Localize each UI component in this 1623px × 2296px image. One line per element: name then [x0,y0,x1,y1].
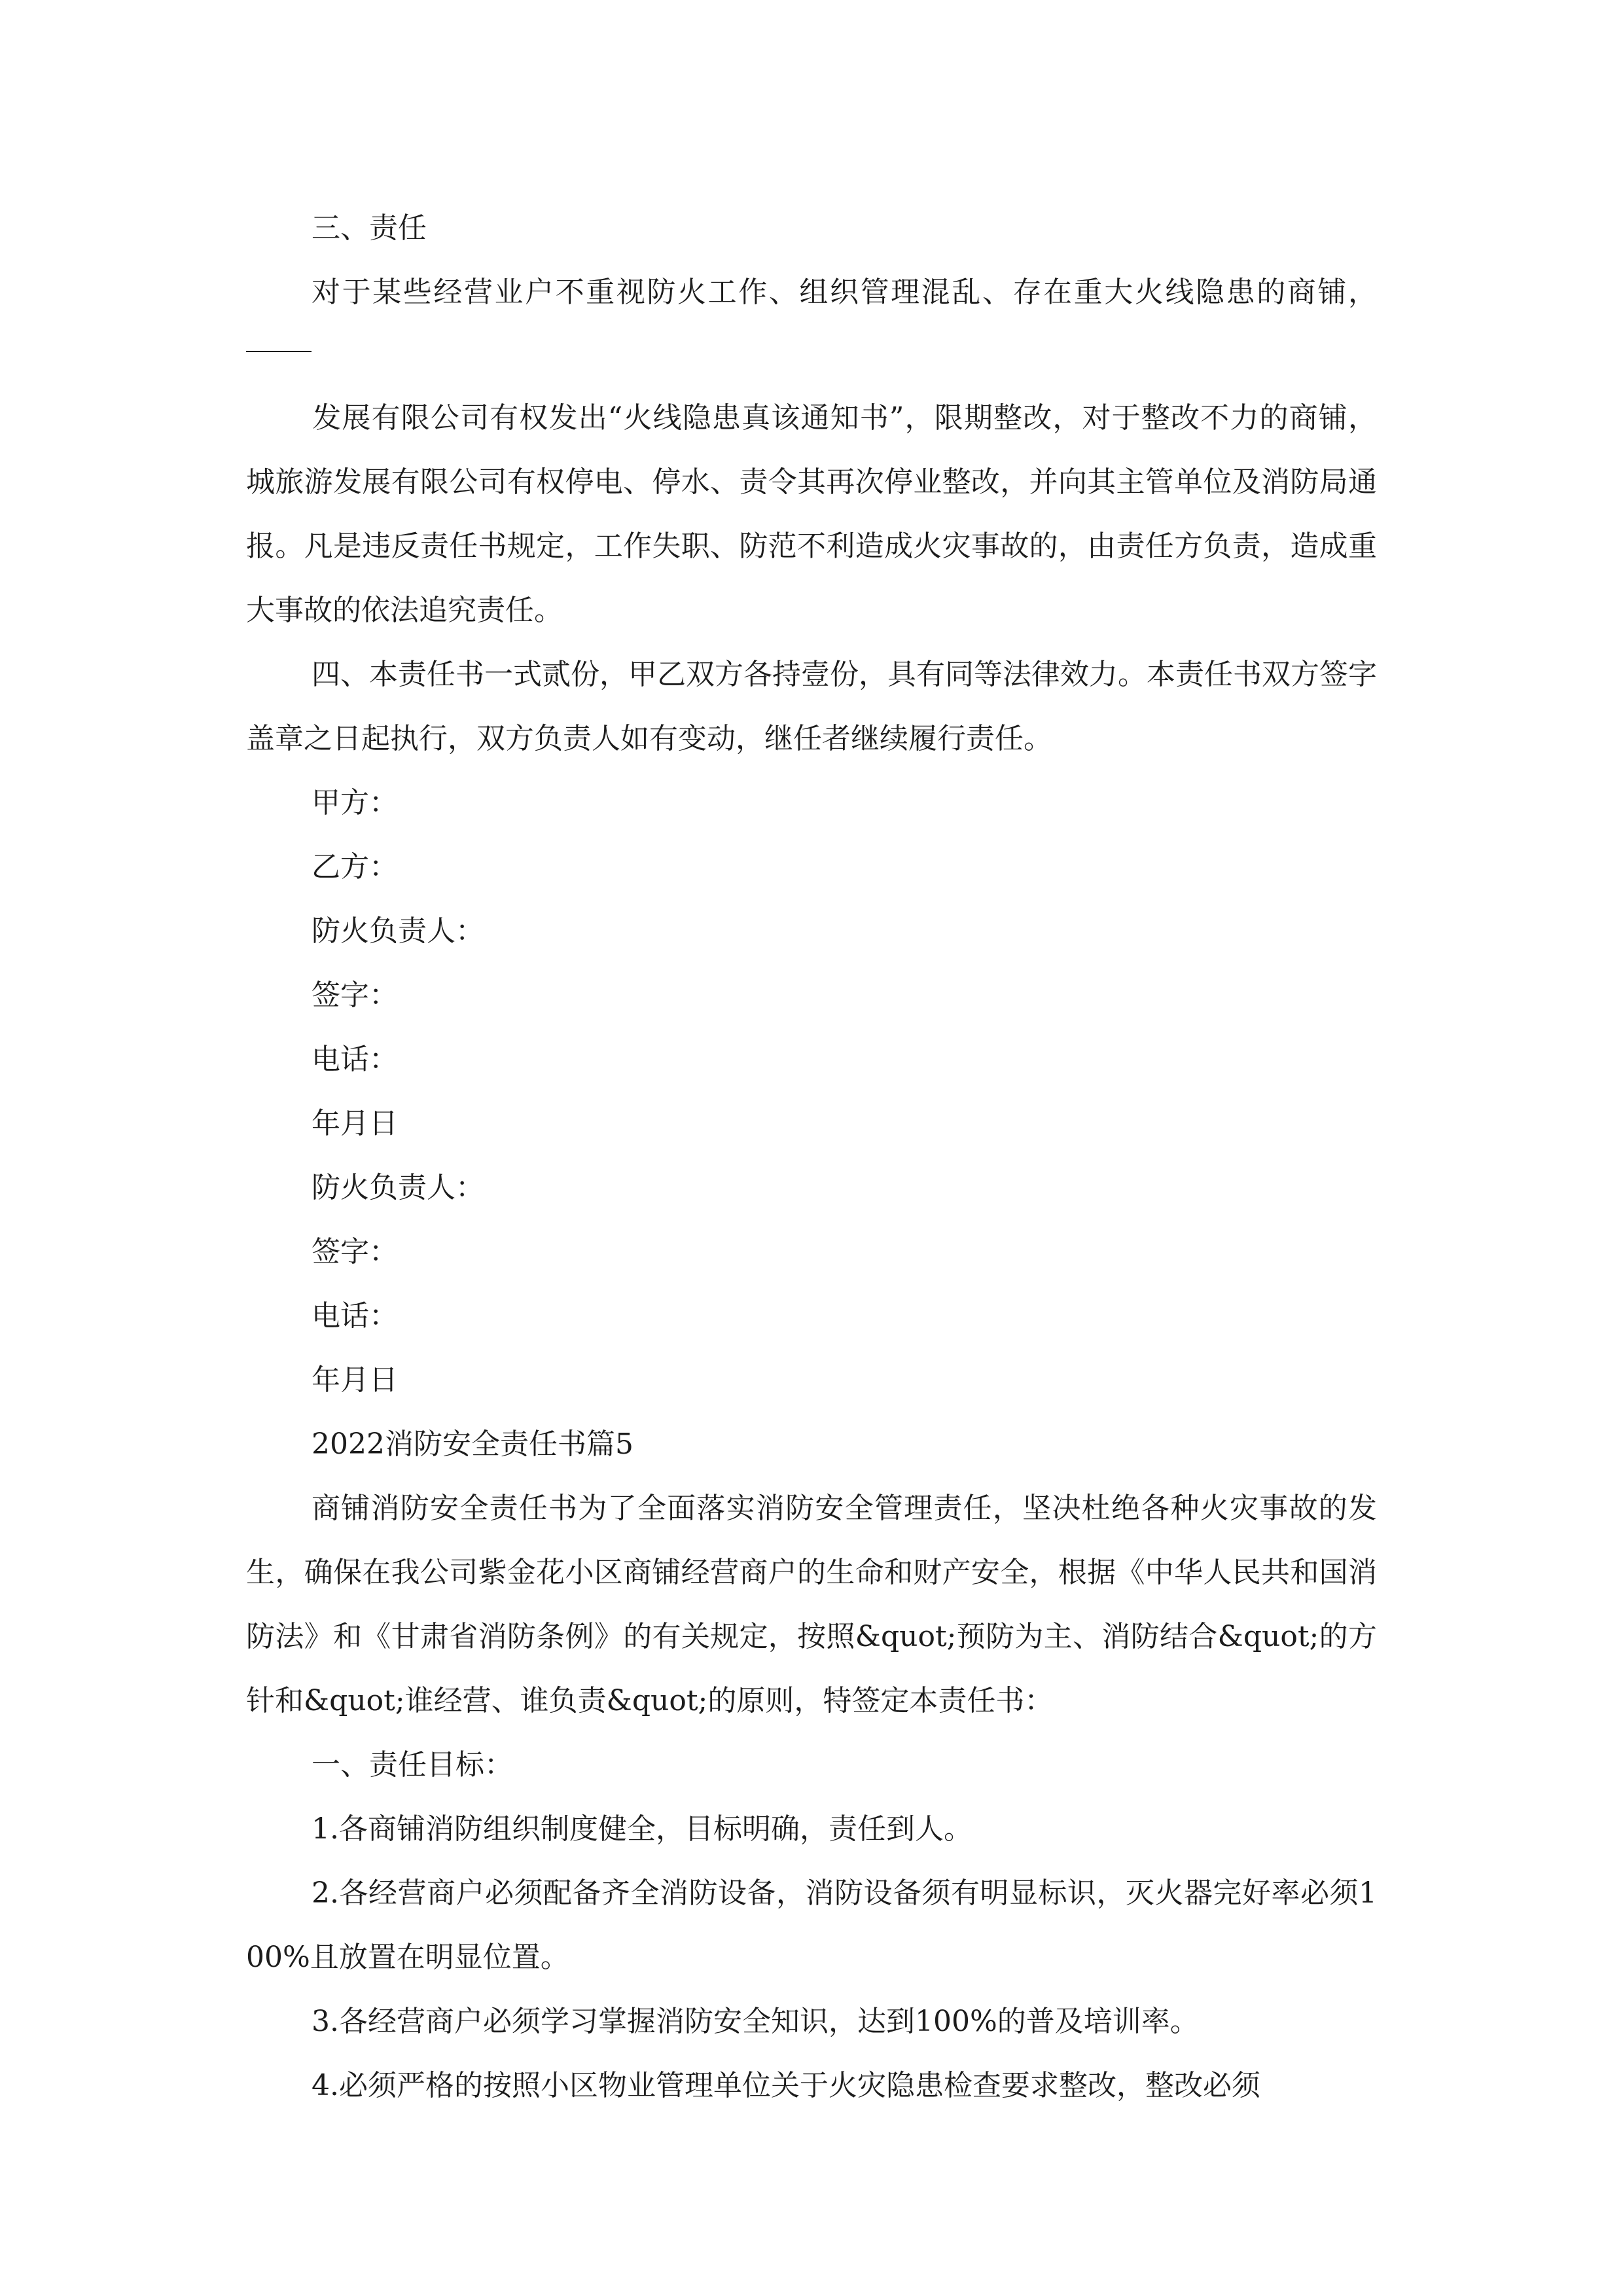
party-a-label: 甲方： [312,786,398,819]
phone-label: 电话： [312,1299,398,1333]
document-body [246,196,1377,2118]
responsibility-text-start: 对于某些经营业户不重视防火工作、组织管理混乱、存在重大火线隐患的商铺， [312,276,1377,309]
responsibility-paragraph [246,260,1377,643]
goals-heading: 一、责任目标： [312,1748,513,1782]
goal-item: 4.必须严格的按照小区物业管理单位关于火灾隐患检查要求整改，整改必须 [312,2069,1260,2102]
intro-paragraph: 商铺消防安全责任书为了全面落实消防安全管理责任，坚决杜绝各种火灾事故的发生，确保在我公司紫金花小区商铺经营商户的生命和财产安全，根据《中华人民共和国消防法》和《甘肃省消防条例》的有关规定，按照&quot;预防为主、消防结合&quot;的方针和&quot;谁经营、谁负责&quot;的原则，特签定本责任书： [246,1492,1377,1717]
company-name-blank [246,325,312,352]
signature-label: 签字： [312,1235,398,1268]
section-title: 2022消防安全责任书篇5 [312,1427,633,1461]
date-label: 年月日 [312,1363,398,1397]
date-label: 年月日 [312,1107,398,1140]
goal-item: 1.各商铺消防组织制度健全，目标明确，责任到人。 [312,1812,972,1846]
goal-item: 3.各经营商户必须学习掌握消防安全知识，达到100%的普及培训率。 [312,2005,1199,2038]
goal-item: 2.各经营商户必须配备齐全消防设备，消防设备须有明显标识，灭火器完好率必须100%且放置在明显位置。 [246,1876,1377,1974]
responsibility-text-end: 发展有限公司有权发出“火线隐患真该通知书”，限期整改，对于整改不力的商铺，城旅游发展有限公司有权停电、停水、责令其再次停业整改，并向其主管单位及消防局通报。凡是违反责任书规定，工作失职、防范不利造成火灾事故的，由责任方负责，造成重大事故的依法追究责任。 [246,401,1377,627]
section-heading: 三、责任 [312,211,427,245]
validity-paragraph: 四、本责任书一式贰份，甲乙双方各持壹份，具有同等法律效力。本责任书双方签字盖章之日起执行，双方负责人如有变动，继任者继续履行责任。 [246,658,1377,755]
phone-label: 电话： [312,1043,398,1076]
party-b-label: 乙方： [312,850,398,884]
signature-label: 签字： [312,978,398,1012]
fire-lead-label: 防火负责人： [312,914,484,948]
fire-lead-label: 防火负责人： [312,1171,484,1204]
